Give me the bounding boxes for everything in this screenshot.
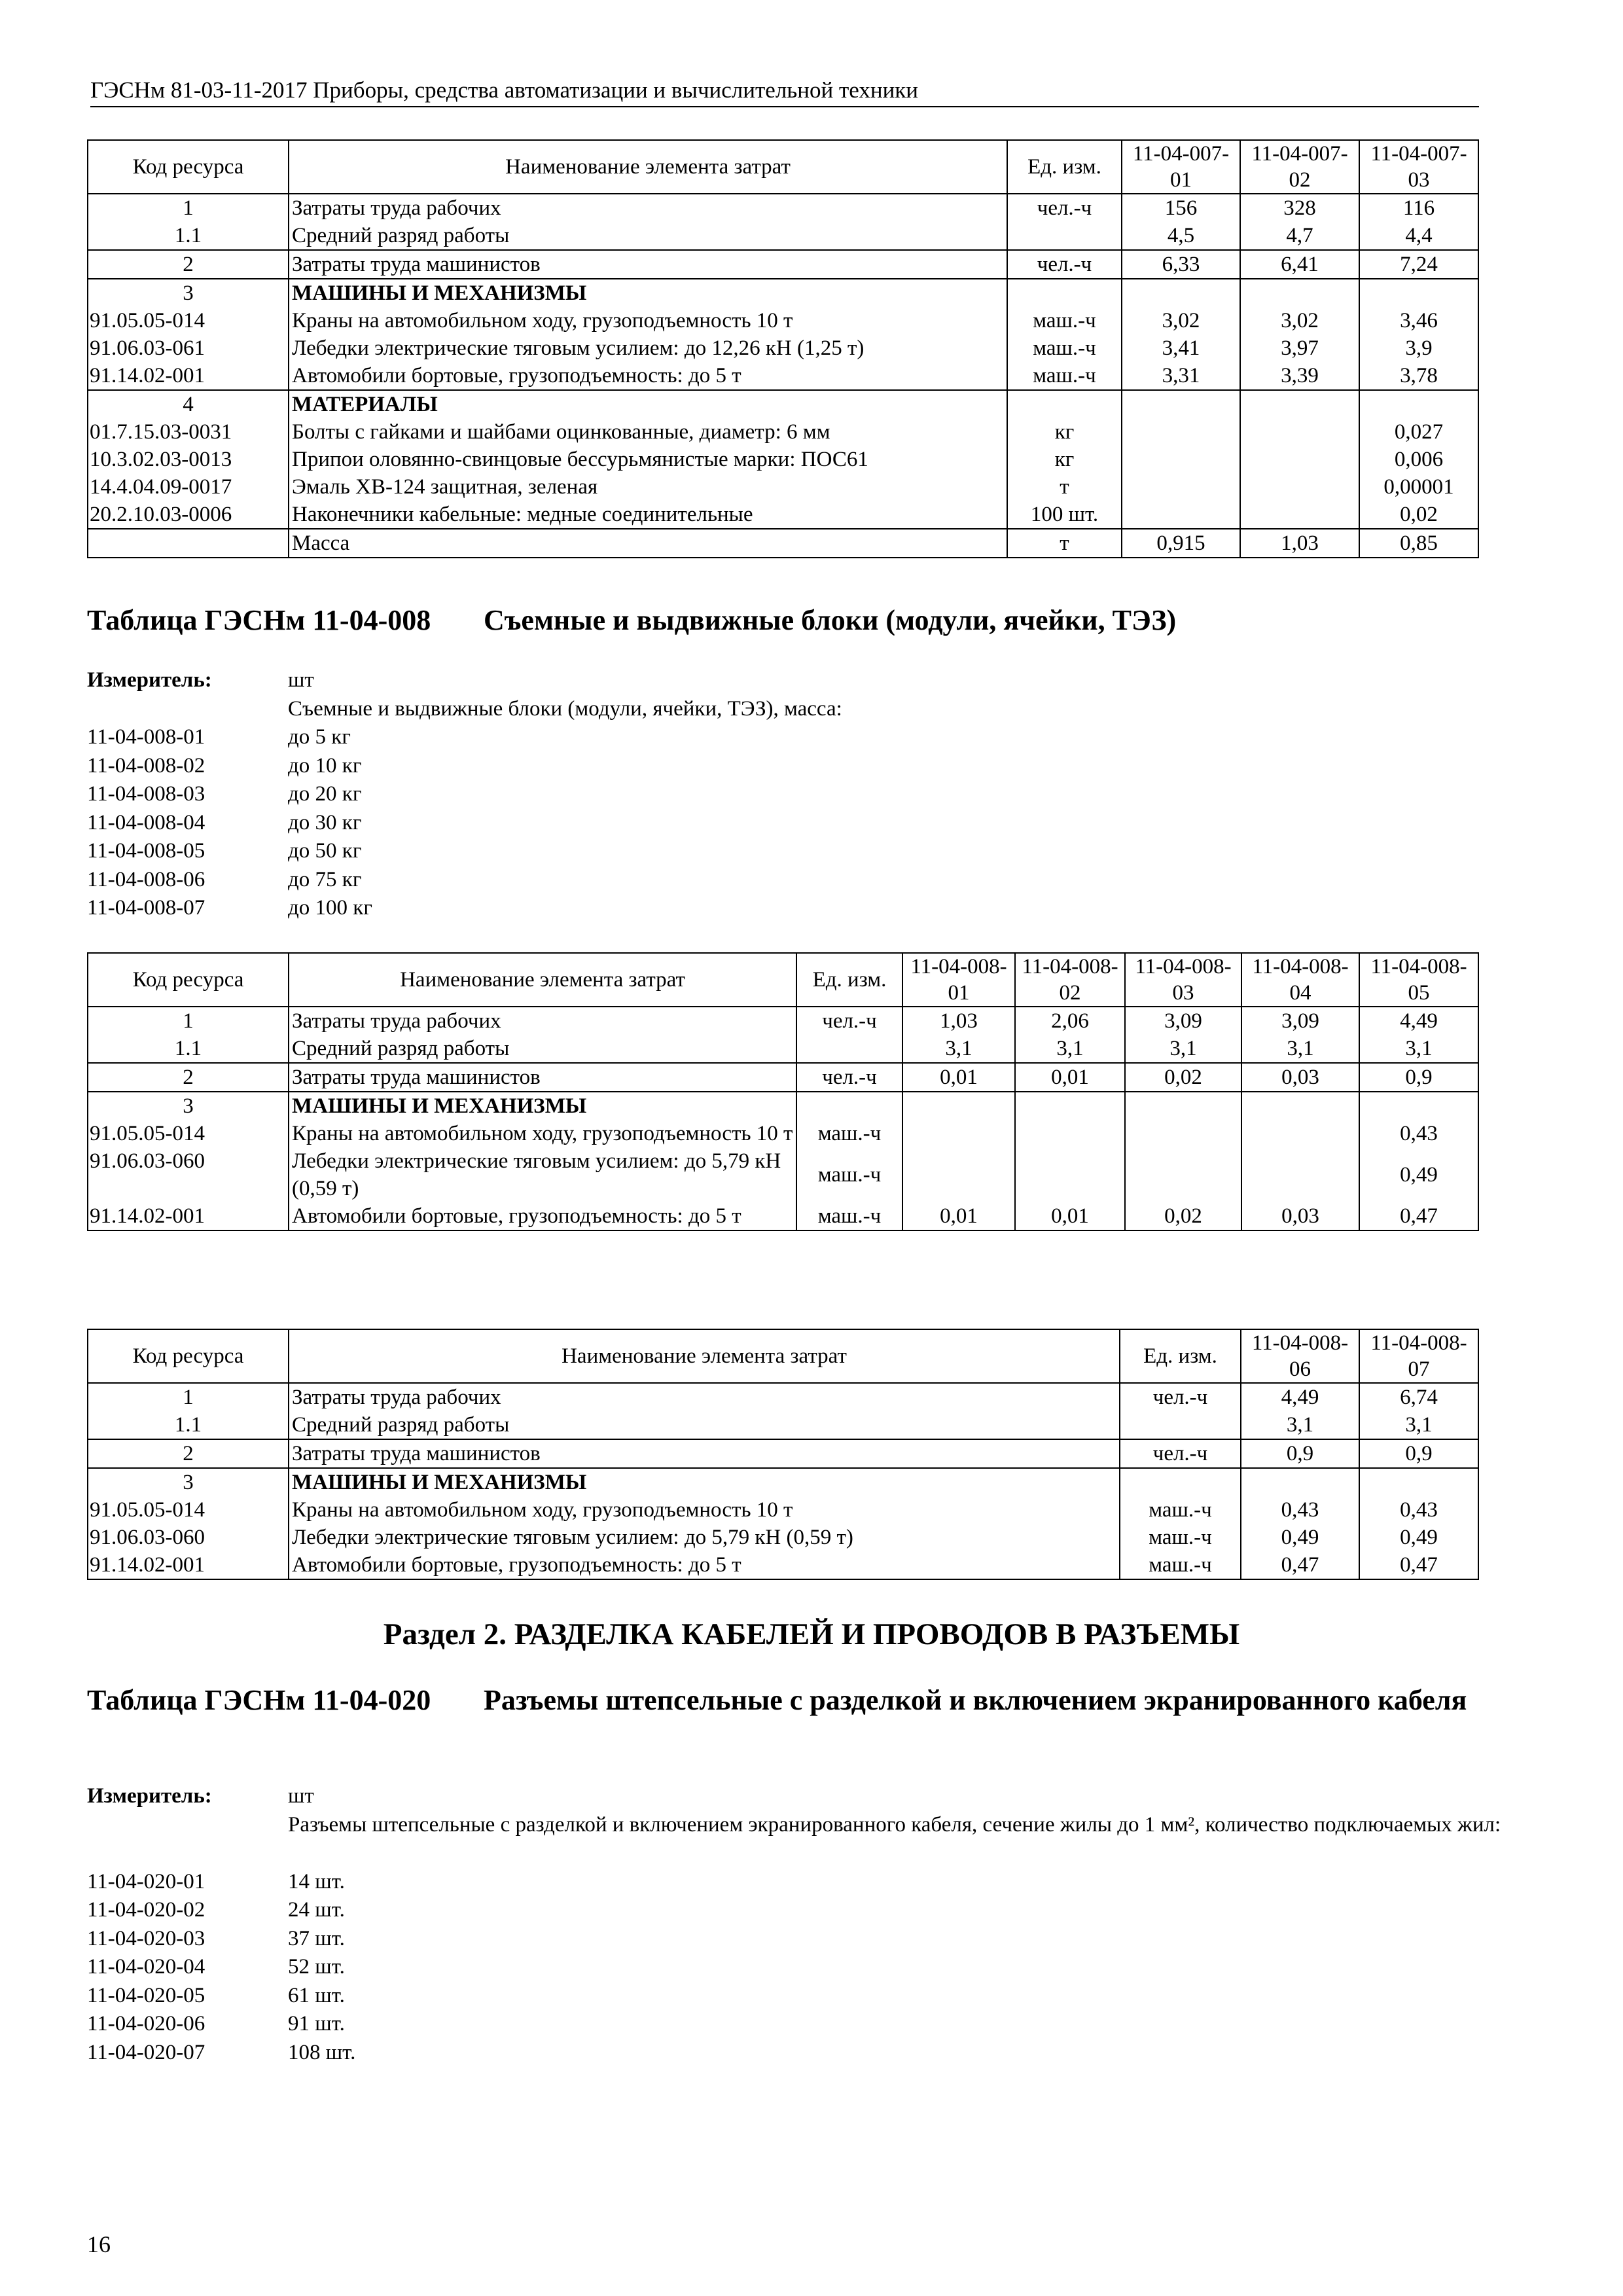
- table-008-title: [87, 603, 1177, 637]
- norm-code: 11-04-008-05: [87, 839, 205, 863]
- value-cell: 0,01: [902, 1202, 1015, 1230]
- value-cell: [1125, 1120, 1241, 1147]
- norm-code: 11-04-008-04: [87, 810, 205, 834]
- norm-code: 11-04-020-01: [87, 1869, 205, 1893]
- resource-name: Болты с гайками и шайбами оцинкованные, диаметр: 6 мм: [289, 418, 1007, 446]
- table-row: [88, 446, 1478, 473]
- value-cell: 3,31: [1122, 362, 1240, 390]
- value-cell: 3,1: [1241, 1411, 1359, 1439]
- column-header-name: Наименование элемента затрат: [289, 140, 1007, 194]
- table-020-name: Разъемы штепсельные с разделкой и включением экранированного кабеля: [484, 1684, 1467, 1716]
- value-cell: [1241, 1092, 1359, 1120]
- measure-unit: шт: [288, 1784, 314, 1808]
- norm-description: 24 шт.: [288, 1898, 345, 1922]
- table-row: [88, 334, 1478, 362]
- resource-name: Автомобили бортовые, грузоподъемность: до 5 т: [289, 1202, 796, 1230]
- column-header-norm: 11-04-008-04: [1241, 953, 1359, 1007]
- resource-code: 1.1: [88, 222, 289, 250]
- norm-code: 11-04-020-03: [87, 1926, 205, 1950]
- resource-code: 91.14.02-001: [88, 1551, 289, 1579]
- unit-cell: чел.-ч: [1120, 1439, 1241, 1468]
- table-row: [88, 501, 1478, 529]
- table-row: [88, 279, 1478, 307]
- resource-name: Наконечники кабельные: медные соединительные: [289, 501, 1007, 529]
- column-header-norm: 11-04-008-07: [1359, 1329, 1478, 1383]
- list-item: [87, 2039, 1478, 2068]
- resource-name: Затраты труда рабочих: [289, 1007, 796, 1035]
- value-cell: 6,74: [1359, 1383, 1478, 1411]
- unit-cell: [1007, 279, 1122, 307]
- norm-description: 108 шт.: [288, 2040, 356, 2064]
- list-item: [87, 723, 1478, 752]
- value-cell: 7,24: [1359, 250, 1478, 279]
- measure-label: Измеритель:: [87, 668, 212, 692]
- table-header-row: [88, 140, 1478, 194]
- column-header-name: Наименование элемента затрат: [289, 953, 796, 1007]
- section-heading: Раздел 2. РАЗДЕЛКА КАБЕЛЕЙ И ПРОВОДОВ В РАЗЪЕМЫ: [383, 1617, 1240, 1651]
- unit-cell: маш.-ч: [1120, 1496, 1241, 1524]
- norm-description: до 50 кг: [288, 839, 362, 863]
- resource-code: 01.7.15.03-0031: [88, 418, 289, 446]
- value-cell: [1241, 1120, 1359, 1147]
- table-row: [88, 222, 1478, 250]
- norm-description: 91 шт.: [288, 2012, 345, 2036]
- resource-name: МАШИНЫ И МЕХАНИЗМЫ: [289, 1092, 796, 1120]
- resource-name: МАШИНЫ И МЕХАНИЗМЫ: [289, 279, 1007, 307]
- value-cell: [1240, 473, 1359, 501]
- measure-unit: шт: [288, 668, 314, 692]
- resource-code: 91.06.03-060: [88, 1524, 289, 1551]
- value-cell: 0,02: [1125, 1202, 1241, 1230]
- value-cell: [1125, 1092, 1241, 1120]
- value-cell: [1122, 390, 1240, 418]
- column-header-code: Код ресурса: [88, 1329, 289, 1383]
- value-cell: [1015, 1120, 1125, 1147]
- unit-cell: т: [1007, 529, 1122, 558]
- table-row: [88, 1551, 1478, 1579]
- resource-code: 3: [88, 1092, 289, 1120]
- norm-description: 52 шт.: [288, 1955, 345, 1979]
- value-cell: 1,03: [1240, 529, 1359, 558]
- resource-code: 3: [88, 279, 289, 307]
- value-cell: 3,02: [1240, 307, 1359, 334]
- value-cell: 0,01: [1015, 1063, 1125, 1092]
- unit-cell: маш.-ч: [1007, 362, 1122, 390]
- value-cell: [902, 1147, 1015, 1202]
- unit-cell: чел.-ч: [1007, 250, 1122, 279]
- resource-code: 10.3.02.03-0013: [88, 446, 289, 473]
- value-cell: 0,49: [1359, 1524, 1478, 1551]
- value-cell: 0,43: [1359, 1496, 1478, 1524]
- unit-cell: [1120, 1411, 1241, 1439]
- value-cell: 0,49: [1241, 1524, 1359, 1551]
- list-item: [87, 866, 1478, 895]
- resource-name: Масса: [289, 529, 1007, 558]
- value-cell: [1359, 1092, 1478, 1120]
- table-row: [88, 1202, 1478, 1230]
- table-row: [88, 529, 1478, 558]
- norm-code: 11-04-008-06: [87, 867, 205, 891]
- list-item: [87, 837, 1478, 866]
- table-row: [88, 1092, 1478, 1120]
- resource-code: 91.06.03-060: [88, 1147, 289, 1202]
- value-cell: 6,33: [1122, 250, 1240, 279]
- table-row: [88, 1147, 1478, 1202]
- column-header-name: Наименование элемента затрат: [289, 1329, 1120, 1383]
- value-cell: 4,7: [1240, 222, 1359, 250]
- value-cell: 4,4: [1359, 222, 1478, 250]
- resource-code: 91.05.05-014: [88, 1496, 289, 1524]
- value-cell: [1015, 1147, 1125, 1202]
- value-cell: 0,43: [1241, 1496, 1359, 1524]
- resource-name: Затраты труда рабочих: [289, 194, 1007, 222]
- value-cell: 328: [1240, 194, 1359, 222]
- list-item: [87, 1925, 1478, 1954]
- norm-code: 11-04-020-05: [87, 1983, 205, 2007]
- table-008-label: Таблица ГЭСНм 11-04-008: [87, 604, 431, 636]
- value-cell: 0,49: [1359, 1147, 1478, 1202]
- column-header-norm: 11-04-007-02: [1240, 140, 1359, 194]
- norm-code: 11-04-008-01: [87, 725, 205, 749]
- value-cell: 0,00001: [1359, 473, 1478, 501]
- resource-code: 91.05.05-014: [88, 1120, 289, 1147]
- list-item: [87, 780, 1478, 809]
- column-header-norm: 11-04-007-03: [1359, 140, 1478, 194]
- value-cell: 3,78: [1359, 362, 1478, 390]
- column-header-norm: 11-04-008-02: [1015, 953, 1125, 1007]
- resource-code: 1: [88, 1007, 289, 1035]
- value-cell: [1241, 1468, 1359, 1496]
- value-cell: [1359, 279, 1478, 307]
- table-row: [88, 307, 1478, 334]
- table-row: [88, 1496, 1478, 1524]
- value-cell: [1015, 1092, 1125, 1120]
- unit-cell: маш.-ч: [796, 1120, 902, 1147]
- value-cell: [1122, 279, 1240, 307]
- value-cell: [1359, 1468, 1478, 1496]
- value-cell: 0,03: [1241, 1063, 1359, 1092]
- column-header-unit: Ед. изм.: [1120, 1329, 1241, 1383]
- resource-code: 4: [88, 390, 289, 418]
- value-cell: [1122, 473, 1240, 501]
- column-header-unit: Ед. изм.: [1007, 140, 1122, 194]
- norm-code: 11-04-020-02: [87, 1898, 205, 1922]
- norm-description: 37 шт.: [288, 1926, 345, 1950]
- unit-cell: кг: [1007, 446, 1122, 473]
- resource-table-008-a: [87, 952, 1479, 1231]
- unit-cell: кг: [1007, 418, 1122, 446]
- resource-name: Затраты труда машинистов: [289, 1063, 796, 1092]
- value-cell: 3,02: [1122, 307, 1240, 334]
- value-cell: 0,47: [1241, 1551, 1359, 1579]
- norm-description: 61 шт.: [288, 1983, 345, 2007]
- measure-label: Измеритель:: [87, 1784, 212, 1808]
- table-020-title: [87, 1683, 1467, 1755]
- list-item: [87, 1982, 1478, 2011]
- column-header-norm: 11-04-008-05: [1359, 953, 1478, 1007]
- resource-name: Средний разряд работы: [289, 1411, 1120, 1439]
- norm-description: до 30 кг: [288, 810, 362, 834]
- unit-cell: маш.-ч: [1007, 334, 1122, 362]
- norm-description: до 20 кг: [288, 782, 362, 806]
- column-header-norm: 11-04-007-01: [1122, 140, 1240, 194]
- value-cell: [1359, 390, 1478, 418]
- resource-code: 91.06.03-061: [88, 334, 289, 362]
- value-cell: 0,43: [1359, 1120, 1478, 1147]
- value-cell: 3,1: [1015, 1035, 1125, 1063]
- resource-code: 3: [88, 1468, 289, 1496]
- resource-code: 14.4.04.09-0017: [88, 473, 289, 501]
- resource-name: Лебедки электрические тяговым усилием: до 5,79 кН (0,59 т): [289, 1524, 1120, 1551]
- resource-code: 91.14.02-001: [88, 362, 289, 390]
- measure-description: Съемные и выдвижные блоки (модули, ячейки, ТЭЗ), масса:: [288, 696, 842, 721]
- resource-name: Эмаль ХВ-124 защитная, зеленая: [289, 473, 1007, 501]
- table-row: [88, 1063, 1478, 1092]
- value-cell: 116: [1359, 194, 1478, 222]
- value-cell: 0,01: [902, 1063, 1015, 1092]
- table-008-name: Съемные и выдвижные блоки (модули, ячейки, ТЭЗ): [484, 604, 1177, 636]
- unit-cell: маш.-ч: [1120, 1551, 1241, 1579]
- list-item: [87, 1953, 1478, 1982]
- resource-name: МАШИНЫ И МЕХАНИЗМЫ: [289, 1468, 1120, 1496]
- resource-name: Затраты труда рабочих: [289, 1383, 1120, 1411]
- value-cell: 3,1: [902, 1035, 1015, 1063]
- norm-description: до 100 кг: [288, 896, 372, 920]
- table-row: [88, 1524, 1478, 1551]
- value-cell: 0,9: [1359, 1063, 1478, 1092]
- resource-name: Затраты труда машинистов: [289, 250, 1007, 279]
- unit-cell: чел.-ч: [1120, 1383, 1241, 1411]
- table-row: [88, 1411, 1478, 1439]
- running-header: ГЭСНм 81-03-11-2017 Приборы, средства автоматизации и вычислительной техники: [90, 77, 1479, 107]
- resource-name: Краны на автомобильном ходу, грузоподъемность 10 т: [289, 307, 1007, 334]
- value-cell: 3,46: [1359, 307, 1478, 334]
- value-cell: 3,1: [1359, 1035, 1478, 1063]
- list-item: [87, 752, 1478, 781]
- unit-cell: чел.-ч: [1007, 194, 1122, 222]
- table-row: [88, 473, 1478, 501]
- norm-description: до 5 кг: [288, 725, 351, 749]
- value-cell: [1240, 501, 1359, 529]
- norm-code: 11-04-008-07: [87, 896, 205, 920]
- value-cell: 3,09: [1241, 1007, 1359, 1035]
- resource-code: 1.1: [88, 1411, 289, 1439]
- resource-name: Затраты труда машинистов: [289, 1439, 1120, 1468]
- norm-code: 11-04-020-07: [87, 2040, 205, 2064]
- value-cell: 3,9: [1359, 334, 1478, 362]
- unit-cell: [796, 1035, 902, 1063]
- value-cell: 0,9: [1359, 1439, 1478, 1468]
- list-item: [87, 809, 1478, 838]
- table-header-row: [88, 1329, 1478, 1383]
- resource-table-008-b: [87, 1329, 1479, 1580]
- unit-cell: 100 шт.: [1007, 501, 1122, 529]
- norm-code: 11-04-020-04: [87, 1955, 205, 1979]
- norm-description: 14 шт.: [288, 1869, 345, 1893]
- list-item: [87, 894, 1478, 923]
- table-row: [88, 1007, 1478, 1035]
- unit-cell: чел.-ч: [796, 1007, 902, 1035]
- norm-description: до 75 кг: [288, 867, 362, 891]
- resource-table-007: [87, 139, 1479, 558]
- measure-description: Разъемы штепсельные с разделкой и включением экранированного кабеля, сечение жилы до 1 мм², количество подключаемых жил:: [288, 1812, 1501, 1837]
- column-header-norm: 11-04-008-06: [1241, 1329, 1359, 1383]
- value-cell: [902, 1120, 1015, 1147]
- value-cell: 4,5: [1122, 222, 1240, 250]
- list-item: [87, 2010, 1478, 2039]
- value-cell: [1122, 418, 1240, 446]
- value-cell: 156: [1122, 194, 1240, 222]
- resource-name: Припои оловянно-свинцовые бессурьмянистые марки: ПОС61: [289, 446, 1007, 473]
- value-cell: 2,06: [1015, 1007, 1125, 1035]
- value-cell: 3,1: [1125, 1035, 1241, 1063]
- value-cell: 0,006: [1359, 446, 1478, 473]
- value-cell: 0,03: [1241, 1202, 1359, 1230]
- unit-cell: [1007, 390, 1122, 418]
- unit-cell: маш.-ч: [796, 1147, 902, 1202]
- resource-name: Автомобили бортовые, грузоподъемность: до 5 т: [289, 1551, 1120, 1579]
- resource-code: 20.2.10.03-0006: [88, 501, 289, 529]
- unit-cell: маш.-ч: [796, 1202, 902, 1230]
- table-row: [88, 1035, 1478, 1063]
- list-item: [87, 1896, 1478, 1925]
- value-cell: [1125, 1147, 1241, 1202]
- table-020-measure-block: [87, 1782, 1501, 2067]
- value-cell: 0,9: [1241, 1439, 1359, 1468]
- value-cell: 0,01: [1015, 1202, 1125, 1230]
- resource-name: Краны на автомобильном ходу, грузоподъемность 10 т: [289, 1496, 1120, 1524]
- norm-description: до 10 кг: [288, 753, 362, 778]
- value-cell: 3,1: [1241, 1035, 1359, 1063]
- unit-cell: [796, 1092, 902, 1120]
- unit-cell: [1120, 1468, 1241, 1496]
- table-row: [88, 250, 1478, 279]
- column-header-code: Код ресурса: [88, 140, 289, 194]
- table-row: [88, 1383, 1478, 1411]
- unit-cell: маш.-ч: [1120, 1524, 1241, 1551]
- norm-code: 11-04-008-03: [87, 782, 205, 806]
- value-cell: 0,85: [1359, 529, 1478, 558]
- value-cell: 4,49: [1359, 1007, 1478, 1035]
- value-cell: [1240, 279, 1359, 307]
- value-cell: 3,97: [1240, 334, 1359, 362]
- value-cell: [1122, 446, 1240, 473]
- value-cell: [1240, 418, 1359, 446]
- unit-cell: маш.-ч: [1007, 307, 1122, 334]
- table-row: [88, 1120, 1478, 1147]
- value-cell: 1,03: [902, 1007, 1015, 1035]
- value-cell: [1241, 1147, 1359, 1202]
- resource-code: 1: [88, 1383, 289, 1411]
- column-header-code: Код ресурса: [88, 953, 289, 1007]
- resource-code: 91.05.05-014: [88, 307, 289, 334]
- value-cell: 0,02: [1359, 501, 1478, 529]
- value-cell: [1240, 390, 1359, 418]
- resource-code: 91.14.02-001: [88, 1202, 289, 1230]
- value-cell: 0,47: [1359, 1202, 1478, 1230]
- resource-code: 2: [88, 1063, 289, 1092]
- value-cell: [902, 1092, 1015, 1120]
- table-008-measure-block: [87, 666, 1478, 923]
- value-cell: 0,47: [1359, 1551, 1478, 1579]
- column-header-unit: Ед. изм.: [796, 953, 902, 1007]
- resource-code: [88, 529, 289, 558]
- table-row: [88, 362, 1478, 390]
- resource-code: 1: [88, 194, 289, 222]
- table-header-row: [88, 953, 1478, 1007]
- column-header-norm: 11-04-008-01: [902, 953, 1015, 1007]
- resource-name: Средний разряд работы: [289, 1035, 796, 1063]
- value-cell: [1122, 501, 1240, 529]
- table-row: [88, 1439, 1478, 1468]
- value-cell: 3,09: [1125, 1007, 1241, 1035]
- column-header-norm: 11-04-008-03: [1125, 953, 1241, 1007]
- value-cell: 0,027: [1359, 418, 1478, 446]
- resource-name: МАТЕРИАЛЫ: [289, 390, 1007, 418]
- table-020-label: Таблица ГЭСНм 11-04-020: [87, 1684, 431, 1716]
- resource-name: Лебедки электрические тяговым усилием: до 12,26 кН (1,25 т): [289, 334, 1007, 362]
- norm-code: 11-04-020-06: [87, 2012, 205, 2036]
- value-cell: 6,41: [1240, 250, 1359, 279]
- table-row: [88, 418, 1478, 446]
- unit-cell: чел.-ч: [796, 1063, 902, 1092]
- list-item: [87, 1868, 1478, 1897]
- value-cell: 3,39: [1240, 362, 1359, 390]
- page-number: 16: [87, 2231, 111, 2257]
- resource-name: Средний разряд работы: [289, 222, 1007, 250]
- resource-code: 1.1: [88, 1035, 289, 1063]
- unit-cell: т: [1007, 473, 1122, 501]
- resource-code: 2: [88, 250, 289, 279]
- resource-name: Краны на автомобильном ходу, грузоподъемность 10 т: [289, 1120, 796, 1147]
- resource-name: Лебедки электрические тяговым усилием: до 5,79 кН (0,59 т): [289, 1147, 796, 1202]
- value-cell: 0,02: [1125, 1063, 1241, 1092]
- resource-name: Автомобили бортовые, грузоподъемность: до 5 т: [289, 362, 1007, 390]
- value-cell: 0,915: [1122, 529, 1240, 558]
- table-row: [88, 194, 1478, 222]
- resource-code: 2: [88, 1439, 289, 1468]
- value-cell: 3,41: [1122, 334, 1240, 362]
- value-cell: 4,49: [1241, 1383, 1359, 1411]
- table-row: [88, 1468, 1478, 1496]
- norm-code: 11-04-008-02: [87, 753, 205, 778]
- table-row: [88, 390, 1478, 418]
- unit-cell: [1007, 222, 1122, 250]
- value-cell: [1240, 446, 1359, 473]
- value-cell: 3,1: [1359, 1411, 1478, 1439]
